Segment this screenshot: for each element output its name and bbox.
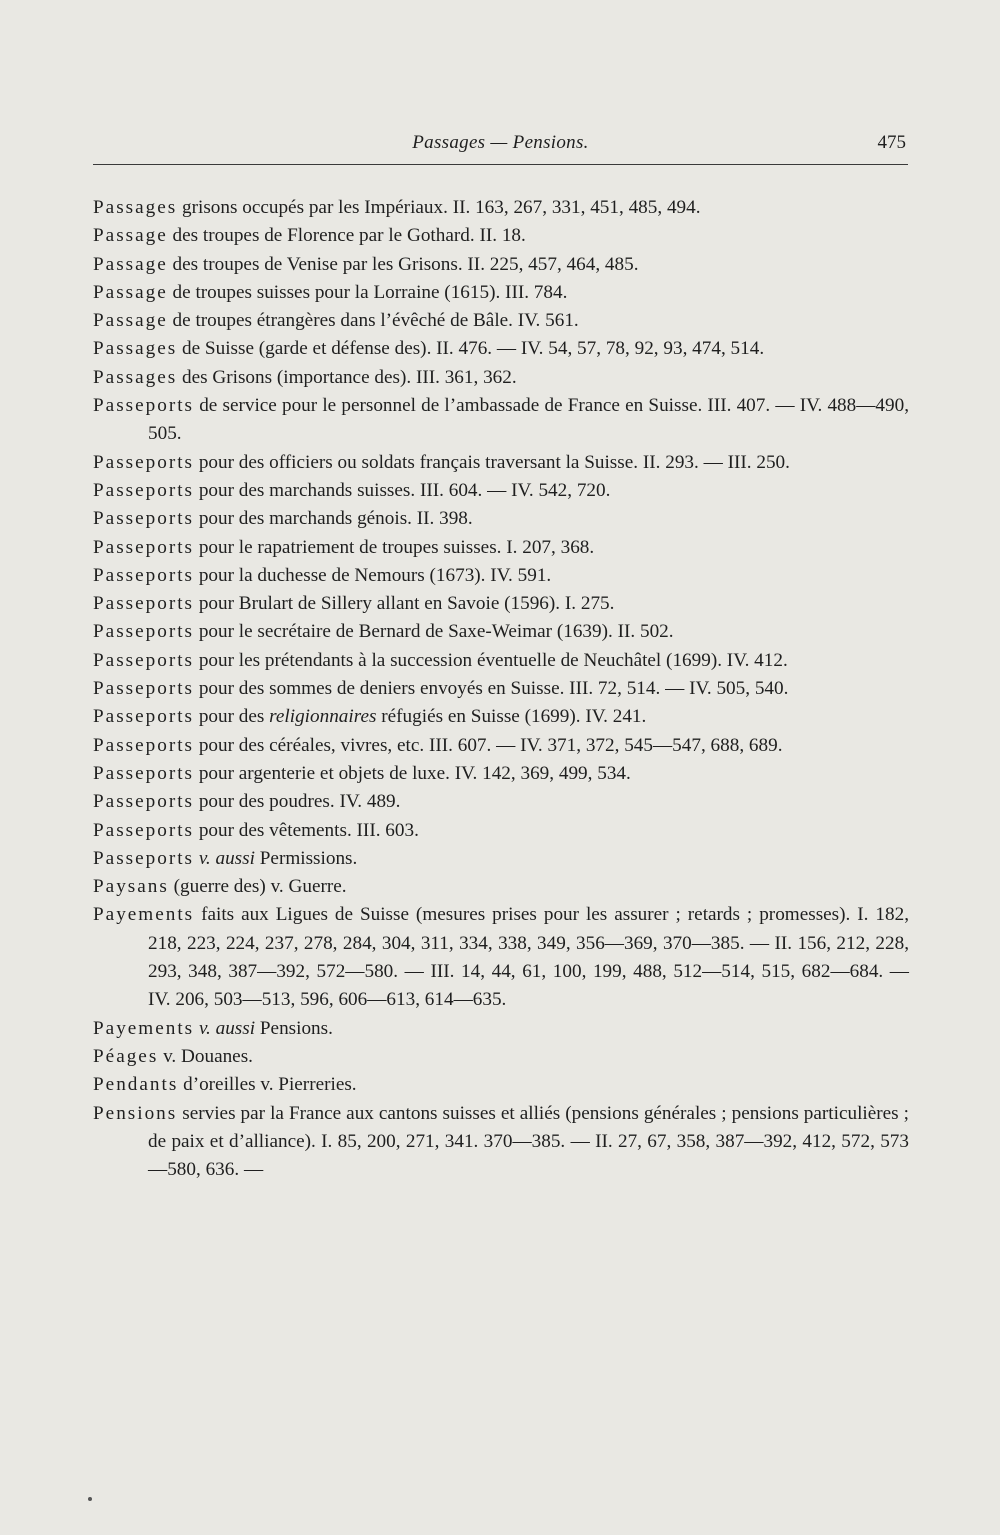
entry-keyword: Pendants: [93, 1074, 179, 1096]
entry-text: pour Brulart de Sillery allant en Savoie (1596). I. 275.: [194, 593, 615, 615]
entry-keyword: Passeports: [93, 621, 195, 643]
entry-text: pour des céréales, vivres, etc. III. 607. — IV. 371, 372, 545—547, 688, 689.: [194, 734, 783, 756]
entry-italic: v. aussi: [198, 847, 255, 869]
entry-text: de service pour le personnel de l’ambassade de France en Suisse. III. 407. — IV. 488—490, 505.: [148, 395, 909, 445]
entry-italic: religionnaires: [269, 706, 377, 728]
running-title: Passages — Pensions.: [412, 132, 589, 153]
entry-keyword: Passeports: [93, 395, 195, 417]
entry-text: pour le rapatriement de troupes suisses. I. 207, 368.: [194, 536, 595, 558]
entry-keyword: Passeports: [93, 649, 195, 671]
entry-keyword: Passeports: [93, 536, 195, 558]
entry-text: servies par la France aux cantons suisses et alliés (pensions générales ; pensions particulières ; de paix et d’alliance). I. 85, 200, 271, 341. 370—385. — II. 27, 67, 358, 387—392, 412, 572, 573—580, 636. —: [148, 1102, 909, 1181]
entry-keyword: Passeports: [93, 819, 195, 841]
entry-text: pour des marchands génois. II. 398.: [194, 508, 473, 530]
entry-text: pour des poudres. IV. 489.: [194, 791, 401, 813]
entry-text: grisons occupés par les Impériaux. II. 163, 267, 331, 451, 485, 494.: [177, 197, 701, 218]
entry-text: de Suisse (garde et défense des). II. 476. — IV. 54, 57, 78, 92, 93, 474, 514.: [177, 338, 765, 360]
index-entry: [93, 901, 909, 1014]
entry-keyword: Passeports: [93, 479, 195, 501]
entry-text: Pensions.: [255, 1017, 333, 1039]
entry-keyword: Payements: [93, 904, 195, 926]
index-entry: [93, 845, 909, 873]
entry-text: v. Douanes.: [158, 1045, 253, 1067]
entry-text: (guerre des) v. Guerre.: [168, 876, 347, 898]
entry-keyword: Péages: [93, 1045, 159, 1067]
entry-text: des troupes de Venise par les Grisons. II. 225, 457, 464, 485.: [167, 253, 639, 275]
entry-keyword: Passeports: [93, 593, 195, 615]
index-entry: [93, 1015, 909, 1043]
entry-text: réfugiés en Suisse (1699). IV. 241.: [376, 706, 647, 728]
index-entry: [93, 647, 909, 675]
entry-text: pour le secrétaire de Bernard de Saxe-Weimar (1639). II. 502.: [194, 621, 674, 643]
entry-keyword: Passeports: [93, 847, 195, 869]
entry-keyword: Passeports: [93, 564, 195, 586]
index-entries: [93, 194, 909, 1184]
index-entry: [93, 760, 909, 788]
entry-keyword: Passages: [93, 366, 178, 388]
index-entry: [93, 873, 909, 901]
entry-keyword: Passeports: [93, 451, 195, 473]
entry-text: de troupes étrangères dans l’évêché de Bâle. IV. 561.: [167, 310, 579, 332]
entry-keyword: Passeports: [93, 734, 195, 756]
entry-text: d’oreilles v. Pierreries.: [178, 1074, 357, 1096]
index-entry: [93, 279, 909, 307]
index-entry: [93, 392, 909, 449]
index-entry: [93, 222, 909, 250]
entry-text: pour la duchesse de Nemours (1673). IV. 591.: [194, 564, 552, 586]
index-entry: [93, 618, 909, 646]
index-entry: [93, 590, 909, 618]
running-header: [93, 128, 908, 165]
index-entry: [93, 307, 909, 335]
entry-text: pour argenterie et objets de luxe. IV. 142, 369, 499, 534.: [194, 762, 631, 784]
index-entry: [93, 335, 909, 363]
entry-text: pour des sommes de deniers envoyés en Suisse. III. 72, 514. — IV. 505, 540.: [194, 678, 789, 700]
entry-text: pour les prétendants à la succession éventuelle de Neuchâtel (1699). IV. 412.: [194, 649, 788, 671]
print-speck: [88, 1497, 92, 1501]
entry-text: des troupes de Florence par le Gothard. II. 18.: [167, 225, 526, 247]
index-entry: [93, 251, 909, 279]
entry-keyword: Passage: [93, 310, 168, 332]
index-entry: [93, 788, 909, 816]
entry-keyword: Passage: [93, 281, 168, 303]
index-entry: [93, 1071, 909, 1099]
entry-text: pour des: [194, 706, 270, 728]
entry-keyword: Passages: [93, 197, 178, 218]
entry-text: pour des vêtements. III. 603.: [194, 819, 419, 841]
entry-keyword: Payements: [93, 1017, 195, 1039]
index-entry: [93, 562, 909, 590]
index-entry: [93, 534, 909, 562]
index-entry: [93, 364, 909, 392]
entry-keyword: Passeports: [93, 762, 195, 784]
entry-italic: v. aussi: [198, 1017, 256, 1039]
entry-text: pour des marchands suisses. III. 604. — IV. 542, 720.: [194, 479, 611, 501]
entry-keyword: Passeports: [93, 508, 195, 530]
index-entry: [93, 703, 909, 731]
entry-keyword: Passeports: [93, 791, 195, 813]
entry-keyword: Paysans: [93, 876, 169, 898]
entry-text: des Grisons (importance des). III. 361, 362.: [177, 366, 517, 388]
entry-keyword: Pensions: [93, 1102, 178, 1124]
entry-text: Permissions.: [254, 847, 358, 869]
index-entry: [93, 675, 909, 703]
index-entry: [93, 817, 909, 845]
index-entry: [93, 194, 909, 222]
index-entry: [93, 1100, 909, 1185]
entry-text: pour des officiers ou soldats français traversant la Suisse. II. 293. — III. 250.: [194, 451, 790, 473]
entry-keyword: Passeports: [93, 706, 195, 728]
entry-keyword: Passage: [93, 253, 168, 275]
page-number: 475: [877, 132, 906, 153]
index-entry: [93, 1043, 909, 1071]
entry-text: faits aux Ligues de Suisse (mesures prises pour les assurer ; retards ; promesses). I. 182, 218, 223, 224, 237, 278, 284, 304, 311, 334, 338, 349, 356—369, 370—385. — II. 156, 212, 228, 293, 348, 387—392, 572—580. — III. 14, 44, 61, 100, 199, 488, 512—514, 515, 682—684. — IV. 206, 503—513, 596, 606—613, 614—635.: [148, 904, 909, 1011]
index-entry: [93, 732, 909, 760]
entry-keyword: Passages: [93, 338, 178, 360]
index-entry: [93, 505, 909, 533]
index-entry: [93, 477, 909, 505]
entry-keyword: Passeports: [93, 678, 195, 700]
index-entry: [93, 449, 909, 477]
entry-text: de troupes suisses pour la Lorraine (1615). III. 784.: [167, 281, 568, 303]
entry-keyword: Passage: [93, 225, 168, 247]
